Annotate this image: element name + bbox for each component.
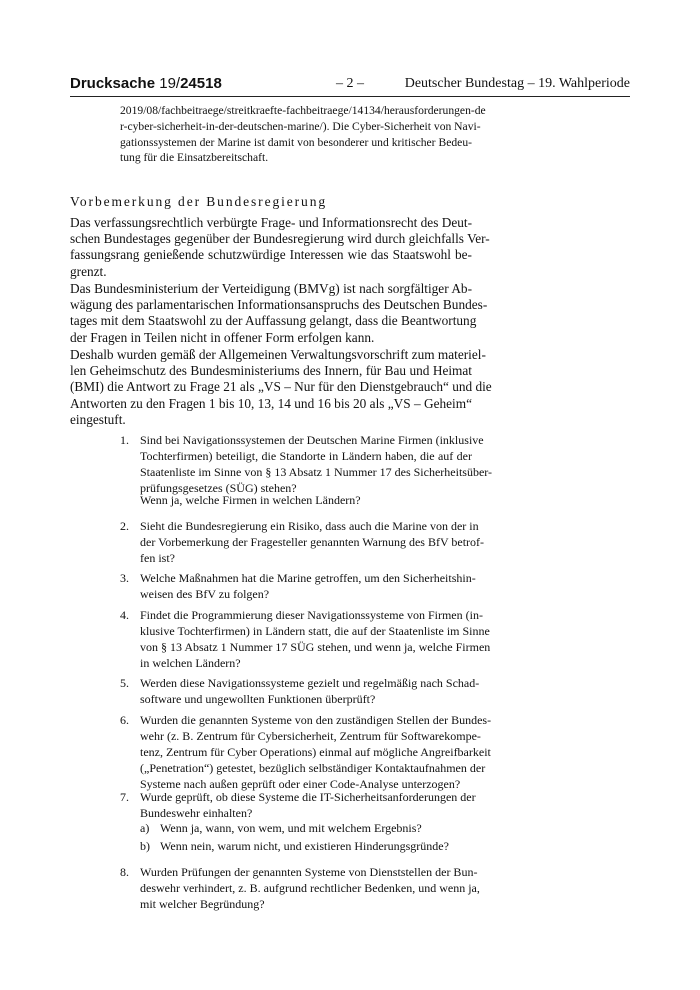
parliament-period: Deutscher Bundestag – 19. Wahlperiode [404, 76, 630, 91]
question-line: fen ist? [140, 551, 175, 565]
question-line: in welchen Ländern? [140, 656, 241, 670]
question-line: Systeme nach außen geprüft oder einer Code-Analyse unterzogen? [140, 777, 461, 791]
question-line: Tochterfirmen) beteiligt, die Standorte in Ländern haben, die auf der [140, 449, 472, 463]
paragraph-line: Antworten zu den Fragen 1 bis 10, 13, 14 und 16 bis 20 als „VS – Geheim“ [70, 395, 472, 411]
doc-number-prefix: 19/ [159, 75, 181, 92]
question-line: klusive Tochterfirmen) in Ländern statt, die auf der Staatenliste im Sinne [140, 624, 490, 638]
page-header [70, 70, 630, 97]
question-line: tenz, Zentrum für Cyber Operations) einmal auf mögliche Angreifbarkeit [140, 745, 491, 759]
question-line: deswehr verhindert, z. B. aufgrund rechtlicher Bedenken, und wenn ja, [140, 881, 480, 895]
section-title: Vorbemerkung der Bundesregierung [70, 194, 327, 209]
paragraph-line: grenzt. [70, 263, 107, 279]
question-line: Sind bei Navigationssystemen der Deutschen Marine Firmen (inklusive [140, 433, 484, 447]
quote-line: 2019/08/fachbeitraege/streitkraefte-fachbeitraege/14134/herausforderungen-de [120, 104, 486, 117]
paragraph-line: tages mit dem Staatswohl zu der Auffassung gelangt, dass die Beantwortung [70, 313, 477, 329]
quote-line: gationssystemen der Marine ist damit von besonderer und kritischer Bedeu- [120, 135, 472, 149]
question-number: 7. [120, 790, 129, 804]
question-line: von § 13 Absatz 1 Nummer 17 SÜG stehen, und wenn ja, welche Firmen [140, 640, 491, 654]
question-line: wehr (z. B. Zentrum für Cybersicherheit, Zentrum für Softwarekompe- [140, 729, 481, 743]
question-number: 5. [120, 676, 129, 690]
question-7a [140, 820, 422, 836]
question-line: Wurde geprüft, ob diese Systeme die IT-Sicherheitsanforderungen der [140, 790, 476, 804]
paragraph-line: der Fragen in Teilen nicht in offener Form erfolgen kann. [70, 329, 375, 345]
sub-label: b) [140, 839, 150, 853]
question-line: mit welcher Begründung? [140, 897, 265, 911]
question-line: weisen des BfV zu folgen? [140, 587, 270, 601]
paragraph-line: schen Bundestages gegenüber der Bundesregierung wird durch gleichfalls Ver- [70, 231, 490, 247]
question-line: software und ungewollten Funktionen überprüft? [140, 692, 376, 706]
question-number: 4. [120, 608, 129, 622]
sub-label: a) [140, 821, 150, 835]
question-line: Welche Maßnahmen hat die Marine getroffen, um den Sicherheitshin- [140, 571, 476, 585]
question-line: Findet die Programmierung dieser Navigationssysteme von Firmen (in- [140, 608, 483, 622]
page-number: – 2 – [336, 76, 364, 91]
question-line: Wurden Prüfungen der genannten Systeme von Dienststellen der Bun- [140, 865, 478, 879]
question-line: der Vorbemerkung der Fragesteller genannten Warnung des BfV betrof- [140, 535, 485, 549]
sub-text: Wenn nein, warum nicht, und existieren Hinderungsgründe? [160, 839, 449, 853]
paragraph-line: fassungsrang genießende schutzwürdige Interessen wie das Staatswohl be- [70, 247, 472, 263]
question-number: 3. [120, 571, 129, 585]
question-line: („Penetration“) getestet, bezüglich selbständiger Kontaktaufnahmen der [140, 761, 486, 775]
question-line: Bundeswehr einhalten? [140, 806, 253, 820]
paragraph [70, 281, 488, 346]
question-number: 1. [120, 433, 129, 447]
question-7b [140, 838, 449, 854]
sub-text: Wenn ja, wann, von wem, und mit welchem Ergebnis? [160, 821, 422, 835]
paragraph-line: eingestuft. [70, 411, 126, 427]
paragraph-line: wägung des parlamentarischen Informationsanspruchs des Deutschen Bundes- [70, 297, 488, 313]
paragraph-line: Deshalb wurden gemäß der Allgemeinen Verwaltungsvorschrift zum materiel- [70, 347, 486, 362]
question-line: prüfungsgesetzes (SÜG) stehen? [140, 481, 297, 495]
quote-line: tung für die Einsatzbereitschaft. [120, 151, 269, 165]
paragraph-line: len Geheimschutz des Bundesministeriums des Innern, für Bau und Heimat [70, 363, 472, 379]
question-number: 6. [120, 713, 129, 727]
paragraph-line: Das verfassungsrechtlich verbürgte Frage- und Informationsrecht des Deut- [70, 215, 472, 230]
doc-label: Drucksache [70, 75, 156, 92]
question-line: Wurden die genannten Systeme von den zuständigen Stellen der Bundes- [140, 713, 492, 727]
question-line: Staatenliste im Sinne von § 13 Absatz 1 Nummer 17 des Sicherheitsüber- [140, 465, 493, 479]
paragraph-line: Das Bundesministerium der Verteidigung (BMVg) ist nach sorgfältiger Ab- [70, 281, 472, 296]
paragraph [70, 215, 490, 280]
question-line: Sieht die Bundesregierung ein Risiko, dass auch die Marine von der in [140, 519, 479, 533]
quote-line: r-cyber-sicherheit-in-der-deutschen-marine/). Die Cyber-Sicherheit von Navi- [120, 119, 481, 133]
doc-number: 24518 [180, 75, 222, 92]
paragraph [70, 347, 492, 428]
question-line: Werden diese Navigationssysteme gezielt und regelmäßig nach Schad- [140, 676, 480, 690]
paragraph-line: (BMI) die Antwort zu Frage 21 als „VS – Nur für den Dienstgebrauch“ und die [70, 379, 492, 395]
question-number: 2. [120, 519, 129, 533]
quote-block [120, 103, 486, 166]
question-line: Wenn ja, welche Firmen in welchen Ländern? [140, 493, 361, 507]
question-number: 8. [120, 865, 129, 879]
